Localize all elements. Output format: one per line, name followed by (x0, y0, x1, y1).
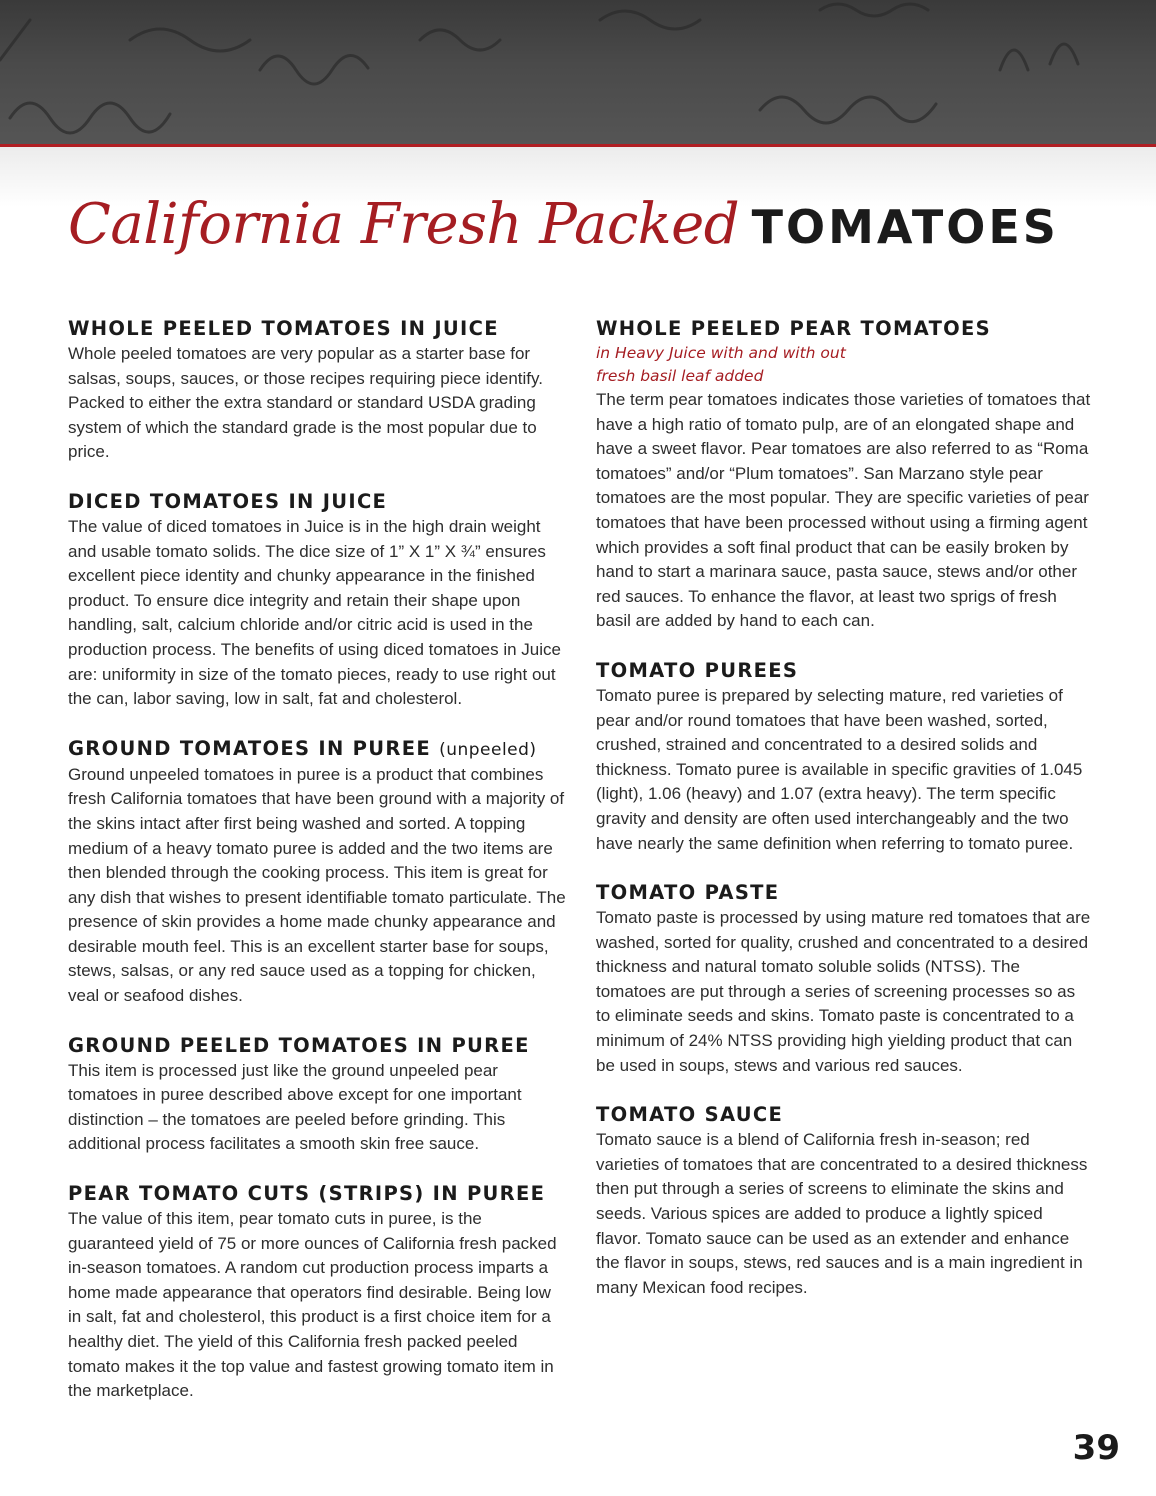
section-body: Whole peeled tomatoes are very popular as a starter base for salsas, soups, sauces, or those recipes requiring piece identify. Packed to either the extra standard or standard USDA grading system of which the standard grade is the most popular due to price. (68, 344, 543, 462)
section-heading: WHOLE PEELED PEAR TOMATOES (596, 317, 992, 340)
handwriting-texture (0, 0, 1156, 144)
section-body: Tomato paste is processed by using mature red tomatoes that are washed, sorted for quality, crushed and concentrated to a desired thickness and natural tomato soluble solids (NTSS). The tomatoes are put through a series of screening processes so as to eliminate seeds and skins. Tomato paste is concentrated to a minimum of 24% NTSS providing high yielding product that can be used in soups, stews and various red sauces. (596, 908, 1091, 1075)
section-ground-peeled (68, 1033, 568, 1157)
section-heading-note: (unpeeled) (439, 739, 537, 760)
section-body: This item is processed just like the ground unpeeled pear tomatoes in puree described above except for one important distinction – the tomatoes are peeled before grinding. This additional process facilitates a smooth skin free sauce. (68, 1060, 522, 1154)
section-pear-cuts (68, 1181, 568, 1404)
section-body: The term pear tomatoes indicates those varieties of tomatoes that have a high ratio of tomato pulp, are of an elongated shape and have a sweet flavor. Pear tomatoes are also referred to as “Roma tomatoes” and/or “Plum tomatoes”. San Marzano style pear tomatoes are the most popular. They are specific varieties of pear tomatoes that have been processed without using a firming agent which provides a soft final product that can be easily broken by hand to start a marinara sauce, pasta sauce, stews and/or other red sauces. To enhance the flavor, at least two sprigs of fresh basil are added by hand to each can. (596, 390, 1091, 631)
right-column (596, 316, 1092, 1324)
section-heading: TOMATO PUREES (596, 658, 799, 682)
section-body: Tomato sauce is a blend of California fresh in-season; red varieties of tomatoes that are concentrated to a desired thickness then put through a series of screens to eliminate the skins and seeds. Various spices are added to produce a lightly spiced flavor. Tomato sauce can be used as an extender and enhance the flavor in soups, stews, red sauces and is a main ingredient in many Mexican food recipes. (596, 1130, 1088, 1297)
section-heading: WHOLE PEELED TOMATOES IN JUICE (68, 317, 499, 340)
section-body: The value of this item, pear tomato cuts in puree, is the guaranteed yield of 75 or more ounces of California fresh packed in-season tomatoes. A random cut production process imparts a home made appearance that operators find desirable. Being low in salt, fat and cholesterol, this product is a first choice item for a healthy diet. The yield of this California fresh packed peeled tomato makes it the top value and fastest growing tomato item in the marketplace. (68, 1209, 557, 1401)
header-banner (0, 0, 1156, 144)
left-column (68, 316, 568, 1428)
section-subtitle-line2: fresh basil leaf added (596, 367, 764, 385)
section-diced (68, 489, 568, 712)
section-body: Tomato puree is prepared by selecting mature, red varieties of pear and/or round tomatoes that have been washed, sorted, crushed, strained and concentrated to a desired solids and thickness. Tomato puree is available in specific gravities of 1.045 (light), 1.06 (heavy) and 1.07 (extra heavy). The term specific gravity and density are often used interchangeably and the two have nearly the same definition when referring to tomato puree. (596, 685, 1083, 853)
title-caps: TOMATOES (751, 200, 1059, 254)
section-heading: TOMATO PASTE (596, 881, 780, 905)
title-script: California Fresh Packed (68, 192, 740, 257)
section-heading: TOMATO SAUCE (596, 1103, 784, 1127)
section-subtitle-line1: in Heavy Juice with and with out (596, 344, 846, 362)
section-sauce (596, 1102, 1092, 1300)
section-heading: DICED TOMATOES IN JUICE (68, 489, 388, 513)
section-heading-text: GROUND TOMATOES IN PUREE (68, 736, 431, 760)
section-purees (596, 658, 1092, 856)
section-heading: GROUND PEELED TOMATOES IN PUREE (68, 1033, 530, 1057)
section-body: The value of diced tomatoes in Juice is in the high drain weight and usable tomato solids. The dice size of 1” X 1” X ¾” ensures excellent piece identity and chunky appearance in the finished product. To ensure dice integrity and retain their shape upon handling, salt, calcium chloride and/or citric acid is used in the production process. The benefits of using diced tomatoes in Juice are: uniformity in size of the tomato pieces, ready to use right out the can, labor saving, low in salt, fat and cholesterol. (68, 516, 561, 709)
section-whole-peeled (68, 316, 568, 465)
page-title (68, 192, 1098, 257)
section-body: Ground unpeeled tomatoes in puree is a product that combines fresh California tomatoes that have been ground with a majority of the skins intact after first being washed and sorted. A topping medium of a heavy tomato puree is added and the two items are then blended through the cooking process. This item is great for any dish that wishes to present identifiable tomato particulate. The presence of skin provides a home made chunky appearance and desirable mouth feel. This is an excellent starter base for soups, stews, salsas, or any red sauce used as a topping for chicken, veal or seafood dishes. (68, 764, 566, 1006)
section-heading: PEAR TOMATO CUTS (STRIPS) IN PUREE (68, 1182, 546, 1206)
section-pear-tomatoes (596, 316, 1092, 634)
page-number: 39 (1072, 1428, 1120, 1468)
section-ground (68, 736, 568, 1009)
section-heading (68, 736, 568, 763)
section-paste (596, 880, 1092, 1078)
